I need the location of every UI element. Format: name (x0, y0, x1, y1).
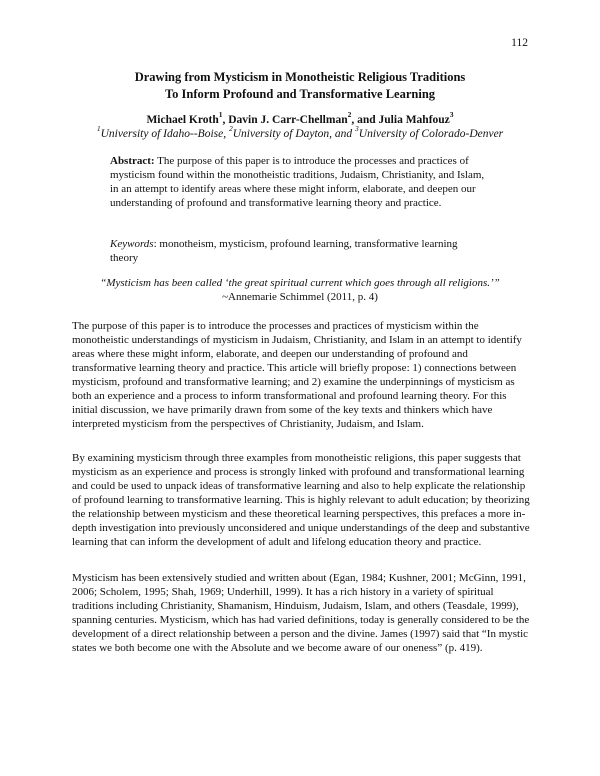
affiliation-marker: 1 (96, 124, 101, 134)
keywords (110, 237, 488, 265)
affiliation: University of Idaho--Boise, (100, 128, 229, 140)
title-line-1: Drawing from Mysticism in Monotheistic Religious Traditions (134, 70, 466, 84)
author-name: Julia Mahfouz (378, 114, 450, 126)
body-paragraph-3: Mysticism has been extensively studied and written about (Egan, 1984; Kushner, 2001; McGinn, 1991, 2006; Scholem, 1995; Shah, 1969; Underhill, 1999). It has a rich history in a variety of spiritual traditions including Christianity, Shamanism, Hinduism, Judaism, Islam, and others (Teasdale, 1999), spanning centuries. Mysticism, which has had varied definitions, today is generally considered to be the development of a direct relationship between a person and the divine. James (1997) said that “In mystic states we both become one with the Absolute and we become aware of our oneness” (p. 419). (72, 572, 530, 654)
page-number: 112 (511, 37, 528, 49)
affiliation-marker: 2 (228, 124, 233, 134)
affiliation: University of Colorado-Denver (358, 128, 504, 140)
affiliation-list (0, 124, 600, 142)
author-name: Michael Kroth (146, 114, 219, 126)
abstract-label: Abstract: (110, 155, 155, 167)
author-separator: , (222, 114, 229, 126)
author-affiliation-marker: 3 (449, 110, 454, 120)
affiliation-marker: 3 (355, 124, 359, 134)
epigraph-attribution: ~Annemarie Schimmel (2011, p. 4) (222, 291, 378, 303)
title-line-2: To Inform Profound and Transformative Learning (164, 87, 436, 101)
author-separator: , and (351, 114, 379, 126)
epigraph (0, 276, 600, 304)
author-affiliation-marker: 1 (218, 110, 223, 120)
affiliation: University of Dayton, and (232, 128, 356, 140)
keywords-label: Keywords (110, 238, 154, 250)
abstract-text: The purpose of this paper is to introduce the processes and practices of mysticism found within the monotheistic traditions, Judaism, Christianity, and Islam, in an attempt to identify areas where these might inform, elaborate, and deepen our understanding of profound and transformative learning theory and practice. (110, 155, 485, 210)
author-affiliation-marker: 2 (347, 110, 352, 120)
paper-title (0, 69, 600, 103)
abstract (110, 154, 488, 210)
body-paragraph-2: By examining mysticism through three examples from monotheistic religions, this paper suggests that mysticism as an experience and process is strongly linked with profound and transformational learning and could be used to unpack ideas of transformative learning and also to help explicate the relationship of profound learning to transformative learning. This is highly relevant to adult education; by theorizing the relationship between mysticism and these theoretical learning perspectives, this prefaces a more in-depth investigation into previously unconsidered and unique understandings of the deep and substantive learning that can inform the development of adult and lifelong education theory and practice. (72, 452, 530, 548)
author-list (0, 110, 600, 128)
body-paragraph-1: The purpose of this paper is to introduce the processes and practices of mysticism within the monotheistic understandings of mysticism in Judaism, Christianity, and Islam in an attempt to identify areas where these might inform, elaborate, and deepen our understanding of profound and transformative learning theory and practice. This article will briefly propose: 1) connections between mysticism, profound and transformative learning; and 2) examine the underpinnings of mysticism as both an experience and a process to inform transformational and profound learning theory. For this initial discussion, we have primarily drawn from some of the key texts and thinkers which have interpreted mysticism from the perspectives of Christianity, Judaism, and Islam. (72, 320, 522, 430)
epigraph-quote: “Mysticism has been called ‘the great spiritual current which goes through all religions.’” (100, 277, 500, 289)
keywords-text: : monotheism, mysticism, profound learning, transformative learning theory (110, 238, 458, 265)
author-name: Davin J. Carr-Chellman (228, 114, 348, 126)
